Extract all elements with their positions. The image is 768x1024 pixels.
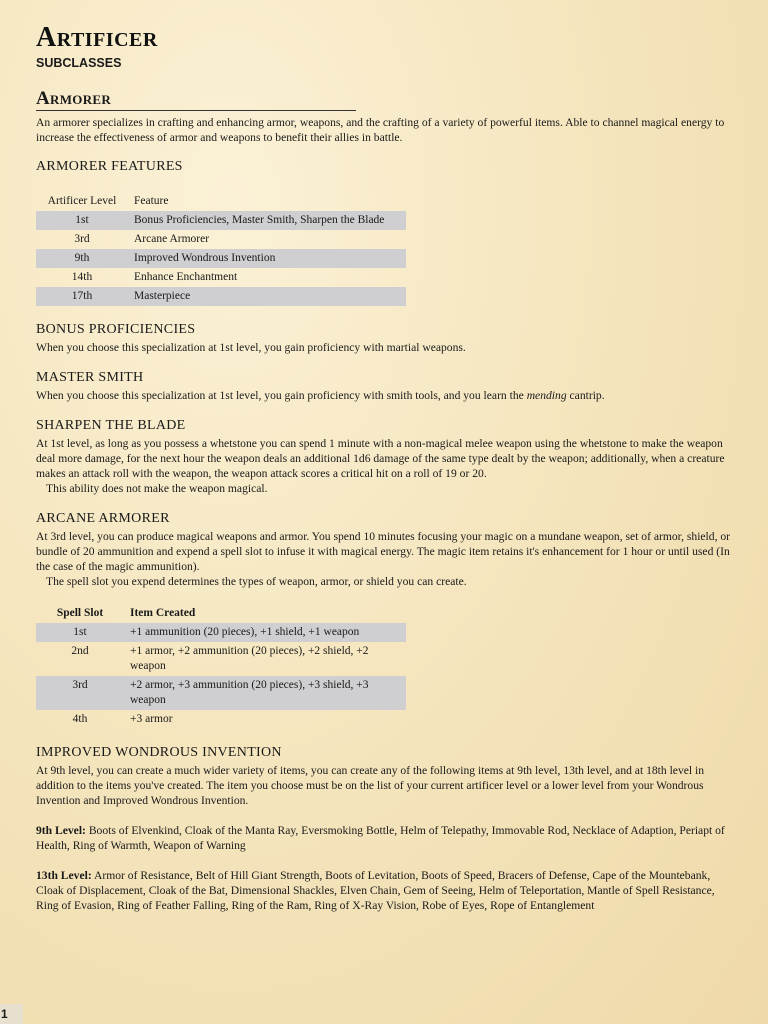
improved-wondrous-invention-text: At 9th level, you can create a much wider variety of items, you can create any of the following items at 9th level, 13th level, and at 18th level in addition to the items you've created. The item you choose must be on the list of your current artificer level or a lower level from your Wondrous Invention and Improved Wondrous Invention.: [36, 764, 705, 807]
table-cell: 17th: [36, 287, 128, 306]
arcane-armorer-heading: ARCANE ARMORER: [36, 511, 170, 526]
table-row: [36, 211, 406, 230]
table-cell: 3rd: [74, 233, 90, 245]
page-title: Artificer: [36, 22, 158, 53]
bonus-proficiencies-text: When you choose this specialization at 1st level, you gain proficiency with martial weapons.: [36, 341, 466, 354]
table-cell: 3rd: [36, 676, 124, 710]
document-page: [36, 22, 736, 913]
table-cell: Masterpiece: [128, 287, 406, 306]
table-cell: Bonus Proficiencies, Master Smith, Sharpen the Blade: [128, 211, 406, 230]
master-smith-heading: MASTER SMITH: [36, 370, 144, 385]
sharpen-the-blade-text: At 1st level, as long as you possess a whetstone you can spend 1 minute with a non-magical melee weapon using the whetstone to make the weapon deal more damage, for the next hour the weapon deals an additional 1d6 damage of the same type dealt by the weapon; additionally, when a creature makes an attack roll with the weapon, the weapon attack scores a critical hit on a roll of 19 or 20.: [36, 437, 725, 480]
sharpen-the-blade-heading: SHARPEN THE BLADE: [36, 418, 186, 433]
table-row: [36, 287, 406, 306]
mending-cantrip-name: mending: [526, 389, 567, 402]
table-cell: 9th: [36, 249, 128, 268]
improved-wondrous-invention-heading: IMPROVED WONDROUS INVENTION: [36, 745, 282, 760]
table-row: [36, 710, 406, 729]
arcane-armorer-text: At 3rd level, you can produce magical weapons and armor. You spend 10 minutes focusing your magic on a mundane weapon, set of armor, shield, or bundle of 20 ammunition and expend a spell slot to infuse it with magical energy. The magic item retains it's enhancement for 1 hour or until used (In the case of the magic ammunition).: [36, 530, 731, 573]
table-header-row: [36, 191, 406, 211]
table-header-cell: Item Created: [130, 607, 196, 619]
level-9-items: [36, 823, 736, 853]
level-9-label: 9th Level:: [36, 824, 86, 837]
level-13-items: [36, 868, 736, 913]
table-cell: 1st: [36, 211, 128, 230]
table-cell: Improved Wondrous Invention: [128, 249, 406, 268]
table-header-cell: Spell Slot: [56, 607, 104, 619]
arcane-armorer-note: The spell slot you expend determines the types of weapon, armor, or shield you can create.: [46, 575, 467, 588]
master-smith-text-b: cantrip.: [566, 389, 605, 402]
table-row: [36, 268, 406, 287]
table-header-cell: Feature: [134, 195, 169, 207]
page-subtitle: SUBCLASSES: [36, 56, 122, 70]
armorer-heading: Armorer: [36, 89, 356, 111]
level-13-text: Armor of Resistance, Belt of Hill Giant Strength, Boots of Levitation, Boots of Speed, Bracers of Defense, Cape of the Mountebank, Cloak of Displacement, Cloak of the Bat, Dimensional Shackles, Elven Chain, Gem of Seeing, Helm of Teleportation, Mantle of Spell Resistance, Ring of Evasion, Ring of Feather Falling, Ring of the Ram, Ring of X-Ray Vision, Robe of Eyes, Rope of Entanglement: [36, 869, 715, 912]
arcane-armorer-table: [36, 603, 406, 729]
table-cell: +3 armor: [130, 713, 173, 725]
table-row: [36, 230, 406, 249]
table-row: [36, 676, 406, 710]
armorer-features-heading: ARMORER FEATURES: [36, 159, 183, 174]
table-cell: +1 armor, +2 ammunition (20 pieces), +2 shield, +2 weapon: [130, 645, 369, 672]
level-9-text: Boots of Elvenkind, Cloak of the Manta Ray, Eversmoking Bottle, Helm of Telepathy, Immovable Rod, Necklace of Adaption, Periapt of Health, Ring of Warmth, Weapon of Warning: [36, 824, 725, 852]
table-header-row: [36, 603, 406, 623]
sharpen-the-blade-note: This ability does not make the weapon magical.: [46, 482, 268, 495]
bonus-proficiencies-heading: BONUS PROFICIENCIES: [36, 322, 196, 337]
table-cell: +1 ammunition (20 pieces), +1 shield, +1 weapon: [124, 623, 406, 642]
table-cell: 4th: [72, 713, 88, 725]
table-cell: 1st: [36, 623, 124, 642]
armorer-features-table: [36, 191, 406, 306]
table-cell: Arcane Armorer: [134, 233, 210, 245]
page-number: 1: [0, 1004, 23, 1024]
master-smith-text-a: When you choose this specialization at 1st level, you gain proficiency with smith tools, and you learn the: [36, 389, 527, 402]
armorer-intro: An armorer specializes in crafting and enhancing armor, weapons, and the crafting of a variety of powerful items. Able to channel magical energy to increase the effectiveness of armor and weapons to benefit their allies in battle.: [36, 116, 725, 144]
table-cell: 2nd: [71, 645, 89, 657]
table-header-cell: Artificer Level: [47, 195, 117, 207]
level-13-label: 13th Level:: [36, 869, 92, 882]
table-row: [36, 623, 406, 642]
table-row: [36, 642, 406, 676]
table-row: [36, 249, 406, 268]
master-smith-text: [36, 388, 736, 403]
table-cell: Enhance Enchantment: [134, 271, 238, 283]
table-cell: +2 armor, +3 ammunition (20 pieces), +3 shield, +3 weapon: [124, 676, 406, 710]
table-cell: 14th: [71, 271, 93, 283]
